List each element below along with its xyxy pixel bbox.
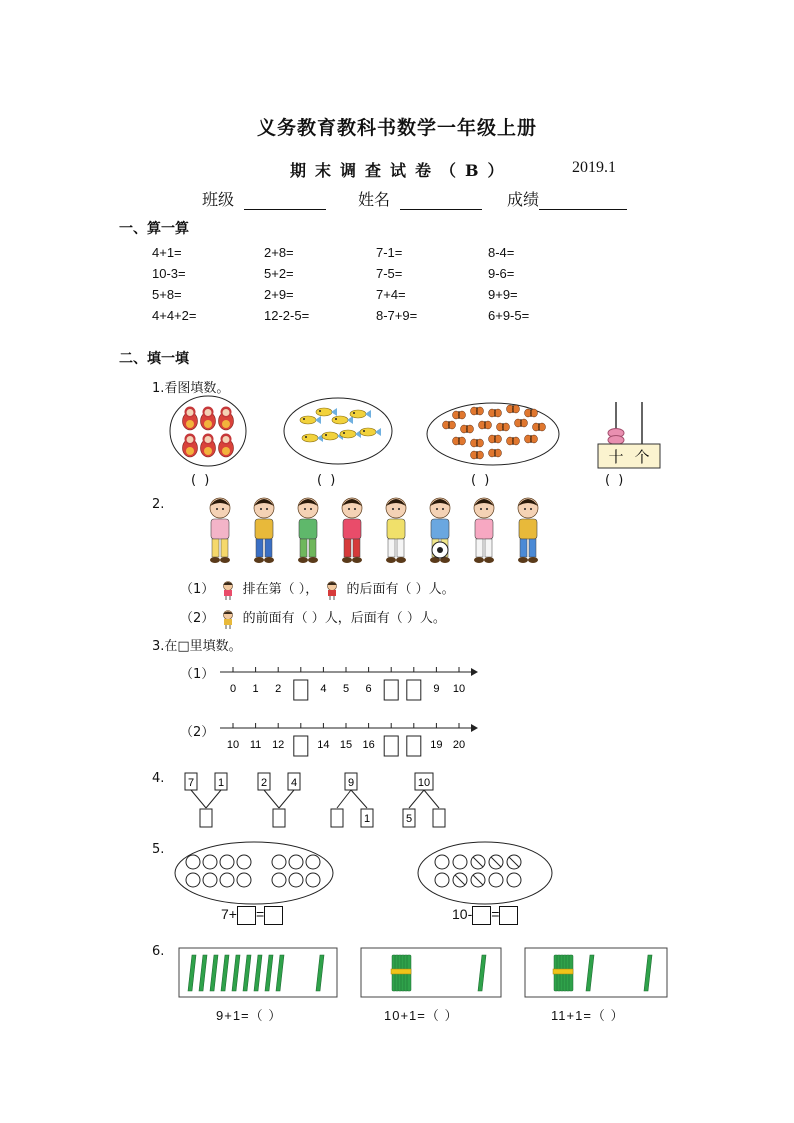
axis-arrow — [471, 668, 478, 676]
butterfly — [471, 407, 484, 415]
number-line-1 — [215, 664, 479, 708]
circle — [435, 873, 449, 887]
tick-label: 14 — [317, 739, 330, 751]
q2-line2-text: 的前面有（ ）人，后面有（ ）人。 — [242, 611, 446, 626]
number-line-2 — [215, 720, 479, 764]
circle — [220, 855, 234, 869]
q2-label: 2. — [152, 497, 165, 512]
section2-heading: 二、填一填 — [119, 351, 189, 367]
circles-group-right — [416, 840, 554, 906]
number-box[interactable] — [294, 680, 308, 700]
tree-answer-box[interactable] — [273, 809, 285, 827]
tick-label: 4 — [320, 683, 327, 695]
q2-line1-b: 的后面有（ ）人。 — [346, 582, 455, 597]
abacus-tens-label: 十 — [608, 449, 624, 466]
equation: 8-4= — [488, 245, 515, 260]
circle — [489, 873, 503, 887]
sticks-picture-3 — [524, 947, 668, 1000]
equation: 6+9-5= — [488, 308, 530, 323]
equation: 4+4+2= — [152, 308, 197, 323]
butterfly — [525, 409, 538, 417]
equation: 4+1= — [152, 245, 182, 260]
equation: 5+2= — [264, 266, 294, 281]
tick-label: 5 — [342, 683, 350, 695]
q5-left-box2[interactable] — [264, 906, 283, 925]
butterfly — [479, 421, 492, 429]
circles-group-left — [173, 840, 335, 906]
circle — [220, 873, 234, 887]
sticks-picture-2 — [360, 947, 502, 1000]
class-blank[interactable] — [244, 193, 326, 210]
tick-label: 20 — [452, 739, 466, 751]
butterfly — [507, 437, 520, 445]
equation: 12-2-5= — [264, 308, 310, 323]
abacus-picture — [596, 402, 662, 470]
tree-number: 9 — [347, 777, 355, 789]
butterfly — [533, 423, 546, 431]
child — [386, 498, 406, 563]
butterfly — [497, 423, 510, 431]
q6-caption: 10+1=（ ） — [384, 1008, 459, 1023]
child — [210, 498, 230, 563]
score-blank[interactable] — [539, 193, 627, 210]
exam-subtitle: 期末调查试卷（B） — [290, 161, 513, 180]
q4-label: 4. — [152, 771, 165, 786]
circle — [272, 873, 286, 887]
circle — [203, 855, 217, 869]
tick-label: 11 — [249, 739, 262, 751]
circle — [289, 855, 303, 869]
sticks-picture-1 — [178, 947, 338, 1000]
child — [254, 498, 274, 563]
q5-right-prefix: 10- — [452, 906, 473, 923]
tick-label: 1 — [252, 683, 259, 695]
answer-paren[interactable]: ( ) — [605, 473, 626, 488]
circle — [203, 873, 217, 887]
stick-bundle — [391, 955, 411, 991]
butterflies-picture — [425, 401, 561, 467]
tree-number: 10 — [417, 777, 431, 789]
equation: 5+8= — [152, 287, 182, 302]
q2-line2-prefix: （2） — [180, 611, 215, 626]
q6-label: 6. — [152, 944, 165, 959]
circle — [306, 855, 320, 869]
butterfly — [471, 439, 484, 447]
girl-pink-icon — [218, 580, 238, 600]
tick-label: 15 — [339, 739, 353, 751]
circle — [272, 855, 286, 869]
answer-paren[interactable]: ( ) — [471, 473, 492, 488]
tree-number: 5 — [405, 813, 413, 825]
q5-right-box1[interactable] — [472, 906, 491, 925]
tick-label: 19 — [430, 739, 443, 751]
circle — [237, 873, 251, 887]
q3-label: 3.在□里填数。 — [152, 639, 242, 654]
q2-line1-a: 排在第（ ）， — [242, 582, 319, 597]
butterfly — [453, 437, 466, 445]
tick-label: 9 — [433, 683, 440, 695]
number-box[interactable] — [384, 680, 398, 700]
axis-arrow — [471, 724, 478, 732]
tick-label: 12 — [272, 739, 285, 751]
circle — [507, 873, 521, 887]
boy-yellow-icon — [218, 609, 238, 629]
exam-date: 2019.1 — [572, 159, 616, 176]
tree-answer-box[interactable] — [433, 809, 445, 827]
class-label: 班级 — [202, 190, 235, 209]
number-box[interactable] — [294, 736, 308, 756]
answer-paren[interactable]: ( ) — [191, 473, 212, 488]
circle — [237, 855, 251, 869]
q1-label: 1.看图填数。 — [152, 381, 230, 396]
butterfly — [461, 425, 474, 433]
dolls-picture — [168, 394, 248, 468]
equation: 8-7+9= — [376, 308, 418, 323]
circle — [435, 855, 449, 869]
q2-line1-prefix: （1） — [180, 582, 215, 597]
q5-left-box1[interactable] — [237, 906, 256, 925]
child — [518, 498, 538, 563]
q3-line1-prefix: （1） — [180, 667, 215, 682]
number-box[interactable] — [384, 736, 398, 756]
tree-number: 7 — [187, 777, 195, 789]
name-label: 姓名 — [358, 190, 391, 209]
score-field[interactable] — [507, 187, 627, 210]
equation: 10-3= — [152, 266, 186, 281]
tree-number: 4 — [290, 777, 298, 789]
q5-right-equation — [452, 906, 518, 925]
butterfly — [507, 405, 520, 413]
abacus-bead — [608, 436, 624, 445]
score-label: 成绩 — [507, 190, 540, 209]
butterfly — [489, 449, 502, 457]
circle — [186, 873, 200, 887]
name-field[interactable] — [358, 187, 482, 210]
butterfly — [453, 411, 466, 419]
q3-line2-prefix: （2） — [180, 725, 215, 740]
child — [298, 498, 318, 563]
tree-number: 2 — [260, 777, 268, 789]
q5-label: 5. — [152, 842, 165, 857]
tick-label: 2 — [275, 683, 282, 695]
tree-answer-box[interactable] — [331, 809, 343, 827]
butterfly — [489, 409, 502, 417]
exam-title: 义务教育教科书数学一年级上册 — [256, 117, 537, 139]
class-field[interactable] — [202, 187, 326, 210]
abacus-ones-label: 个 — [634, 449, 650, 466]
child — [474, 498, 494, 563]
q6-caption: 9+1=（ ） — [216, 1008, 283, 1023]
circle — [289, 873, 303, 887]
equation: 2+8= — [264, 245, 294, 260]
q5-left-equation — [221, 906, 283, 925]
tick-label: 6 — [365, 683, 372, 695]
number-box[interactable] — [407, 680, 421, 700]
q2-line2 — [180, 607, 446, 629]
name-blank[interactable] — [400, 193, 482, 210]
number-box[interactable] — [407, 736, 421, 756]
equation: 7-5= — [376, 266, 403, 281]
abacus-base — [598, 444, 660, 468]
equation: 9+9= — [488, 287, 518, 302]
q5-right-box2[interactable] — [499, 906, 518, 925]
girl-red-icon — [322, 580, 342, 600]
q5-left-prefix: 7+ — [221, 906, 237, 923]
answer-paren[interactable]: ( ) — [317, 473, 338, 488]
equation: 2+9= — [264, 287, 294, 302]
butterfly — [471, 451, 484, 459]
children-group — [210, 498, 538, 563]
q6-caption: 11+1=（ ） — [551, 1008, 625, 1023]
tree-answer-box[interactable] — [200, 809, 212, 827]
child — [342, 498, 362, 563]
tree-number: 1 — [363, 813, 371, 825]
equation: 7-1= — [376, 245, 403, 260]
q5-right-equals: = — [491, 906, 500, 923]
decomposition-trees — [180, 770, 450, 832]
equation: 7+4= — [376, 287, 406, 302]
butterfly — [489, 435, 502, 443]
circle — [453, 855, 467, 869]
section1-heading: 一、算一算 — [119, 221, 189, 237]
butterfly — [525, 435, 538, 443]
butterfly — [515, 419, 528, 427]
circle — [306, 873, 320, 887]
equation: 9-6= — [488, 266, 515, 281]
tick-label: 10 — [226, 739, 240, 751]
tick-label: 16 — [362, 739, 375, 751]
tick-label: 10 — [452, 683, 466, 695]
stick-bundle — [553, 955, 573, 991]
q2-line1 — [180, 578, 455, 600]
circle — [186, 855, 200, 869]
q5-left-equals: = — [255, 906, 265, 923]
children-queue-picture — [200, 492, 545, 566]
tree-number: 1 — [217, 777, 225, 789]
tick-label: 0 — [229, 683, 237, 695]
butterfly — [443, 421, 456, 429]
fish-picture — [282, 396, 394, 466]
